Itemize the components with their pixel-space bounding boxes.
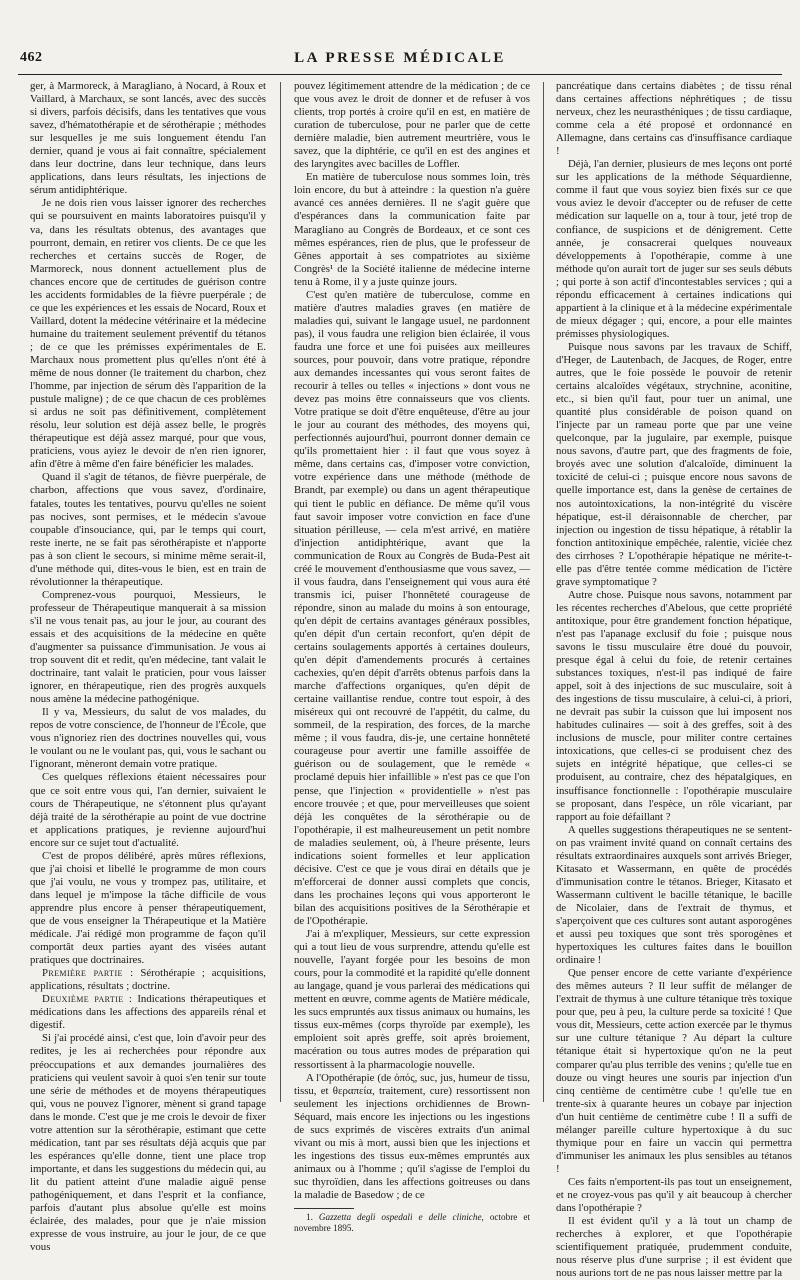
part-text: Sérothérapie ; acquisitions, applications, résultats ; doctrine. (30, 967, 266, 993)
paragraph: Si j'ai procédé ainsi, c'est que, loin d'avoir peur des redites, je les ai recherchées pour répondre aux préoccupations et aux demandes journalières des praticiens qui veulent savoir à quoi s'en tenir sur toute une série de méthodes et de moyens thérapeutiques qui, vous ne pouvez l'ignorer, mènent si grand tapage dans le monde. C'est que je me crois le devoir de fixer votre attention sur la sérothérapie, estimant que cette médication, tant par ses résultats déjà acquis que par les espérances qu'elle donne, tient une place trop importante, et dans les suggestions du médecin qui, au lit du patient atteint d'une maladie aiguë pense pathogéniquement, et dans l'esprit et la confiance, parfois d'autant plus absolue qu'elle est moins éclairée, des malades, pour que je n'aie mission expresse de vous instruire, au jour le jour, de ce que vous (30, 1032, 266, 1254)
paragraph: Il y va, Messieurs, du salut de vos malades, du repos de votre conscience, de l'honneur de l'École, que vous n'ignoriez rien des doctrines nouvelles qui, vous le voulant ou ne le voulant pas, qui, vous le sachant ou l'ignorant, mèneront demain votre pratique. (30, 706, 266, 771)
footnote (294, 1212, 530, 1234)
footnote-number: 1. (306, 1212, 319, 1223)
journal-title: LA PRESSE MÉDICALE (294, 50, 506, 66)
column-middle (294, 80, 531, 1234)
paragraph: En matière de tuberculose nous sommes loin, très loin encore, du but à atteindre : la question n'a guère avancé ces années dernières. Il ne s'agit guère que d'espérances dans la communication faite par Maragliano au Congrès de Bordeaux, et ce sont ces mêmes espérances, rien de plus, que le professeur de Gênes apportait à ses compatriotes au sixième Congrès¹ de la Société italienne de médecine interne tenu à Rome, il y a juste quinze jours. (294, 171, 530, 288)
part-label: Première partie : (42, 967, 134, 980)
program-part-2 (30, 993, 266, 1032)
paragraph: Comprenez-vous pourquoi, Messieurs, le professeur de Thérapeutique manquerait à sa mission s'il ne vous tenait pas, au jour le jour, au courant des essais et des acquisitions de la médecine en quête d'augmenter sa puissance d'immunisation. Je vous ai trop souvent dit et redit, qu'en médecine, tant valait le doctrinaire, tant valait le praticien, pour vous laisser ignorer, en thérapeutique, rien des progrès auxquels nous amène la médecine pathogénique. (30, 588, 266, 706)
column-divider (543, 82, 544, 1102)
paragraph: pancréatique dans certains diabètes ; de tissu rénal dans certaines affections néphrétiques ; de tissu nerveux, chez les neurasthéniques ; de tissu cardiaque, comme cela a été proposé et ordonnancé en Allemagne, dans certains cas d'insuffisance cardiaque ! (556, 80, 792, 158)
header-rule (18, 74, 782, 75)
paragraph: J'ai à m'expliquer, Messieurs, sur cette expression qui a tout lieu de vous surprendre, attendu qu'elle est nouvelle, l'ayant forgée pour les besoins de mon cours, pour la commodité et la rapidité qu'elle donnent au langage, quand je vous parlerai des médications qui mettent en œuvre, comme agents de Matière médicale, les sucs empruntés aux tissus animaux ou humains, les tissus eux-mêmes (corps thyroïde par exemple), les emploient soit après greffe, soit après broiement, macération ou tous autres modes de préparation qui ressortissent à la pharmacologie nouvelle. (294, 928, 531, 1071)
paragraph: Puisque nous savons par les travaux de Schiff, d'Heger, de Lautenbach, de Jacques, de Roger, entre autres, que le foie possède le pouvoir de retenir certains alcaloïdes végétaux, strychnine, aconitine, etc., si bien qu'il faut, pour tuer un animal, une quantité plus considérable de poison quand on l'injecte par un rameau porte que par une veine quelconque, par la jugulaire, par exemple, puisque nous savons, d'autre part, que des fragments de foie, broyés avec une solution d'alcaloïde, diminuent la toxicité de celui-ci ; puisque encore nous savons de quelle importance est, dans la genèse de certaines de nos autointoxications, la non-intégrité du viscère hépatique, est-il déraisonnable de chercher, par injection ou ingestion de tissu hépatique, à rétablir la fonction antitoxinique empêchée, ralentie, viciée chez des cirrhoses ? L'opothérapie hépatique ne mérite-t-elle pas d'être tentée comme médication de l'ictère grave symptomatique ? (556, 340, 792, 588)
part-text: Indications thérapeutiques et médications dans les affections des appareils rénal et digestif. (30, 993, 266, 1032)
page-number: 462 (20, 50, 43, 65)
paragraph: Quand il s'agit de tétanos, de fièvre puerpérale, de charbon, affections que vous savez, d'ordinaire, fatales, toutes les tentatives, pourvu qu'elles ne soient pas nocives, sont permises, et le médecin s'avoue coupable d'insouciance, qui, par le temps qui court, reste inerte, ne se fait pas sérothérapiste et n'apporte pas à son client le secours, si minime même serait-il, d'une méthode qui, dites-vous le bien, est en train de révolutionner la thérapeutique. (30, 471, 266, 588)
paragraph: Je ne dois rien vous laisser ignorer des recherches qui se poursuivent en maints laboratoires puisqu'il y va, dans les résultats obtenus, des avantages que pourront, demain, en retirer vos clients. De ce que les recherches et certains succès de Roger, de Marmoreck, nous donnent actuellement plus de chances encore que de certitudes de guérison contre les accidents formidables de la fièvre puerpérale ; de ce que les expériences et les essais de Nocard, Roux et Vaillard, dotent la médecine vétérinaire et la médecine humaine du traitement seulement préventif du tétanos ; de ce que les prémisses expérimentales de E. Marchaux nous promettent plus qu'elles n'ont été à même de nous donner (le traitement du charbon, chez l'homme, par injection de sérum dès l'apparition de la pustule maligne) ; de ce que chacun de ces problèmes si ardus ne soit pas définitivement, complètement résolu, leur solution est déjà assez belle, le progrès thérapeutique est déjà assez marqué, pour que vous, praticiens, vous ayiez le devoir de n'en rien ignorer, afin d'être à même d'en faire bénéficier les malades. (30, 197, 266, 471)
paragraph: Que penser encore de cette variante d'expérience des mêmes auteurs ? Il leur suffit de mélanger de l'extrait de thymus à une culture tétanique très toxique pour que, peu à peu, la culture perde sa toxicité ! Que vous dit, Messieurs, cette action exercée par le thymus sur une culture tétanique ? Au départ la culture tétanique était si hypertoxique qu'on ne la peut comparer qu'au plus terrible des venins ; qu'elle tue en douze ou vingt heures une souris par injection d'un cinq centième de centimètre cube ! qu'elle tue en trente-six à quarante heures un cobaye par injection d'un huit centième de centimètre cube ! Il a suffi de mélanger pareille culture hypertoxique à du suc thymique pour en faire un vaccin qui permettra d'immuniser les animaux les plus sensibles au tétanos ! (556, 967, 792, 1175)
paragraph: Il est évident qu'il y a là tout un champ de recherches à explorer, et que l'opothérapie scientifiquement pratiquée, prudemment conduite, nous réserve plus d'une surprise ; il est évident que nous aurions tort de ne pas nous laisser mettre par la (556, 1215, 792, 1280)
page-header (18, 50, 782, 72)
paragraph: C'est qu'en matière de tuberculose, comme en matière d'autres maladies graves (en matière de maladies qui, suivant le langage usuel, ne pardonnent pas), il vous faudra une religion bien éclairée, il vous faudra une force et une foi puisées aux meilleures sources, pour pouvoir, dans votre pratique, répondre aux demandes incessantes qui vous seront faites de recourir à telles ou telles « injections » dont vous ne devez pas moins être connaisseurs que vos clients. Votre pratique se doit d'être enquêteuse, d'être au jour le jour au courant des méthodes, des moyens qui, perfectionnés aujourd'hui, pourront donner demain ce qu'ils promettaient hier : il faut que vous soyez à même, dans certains cas, d'imposer votre conviction, votre expérience dans une méthode (méthode de Brandt, par exemple) ou dans un agent thérapeutique qui tient le public en défiance. De même qu'il vous faut savoir imposer votre conviction en face d'une situation périlleuse, — cela m'est arrivé, en matière d'injection antidiphtérique, avant que la communication de Roux au Congrès de Buda-Pest ait créé le mouvement d'enthousiasme que vous savez, — il vous faudra, dans l'enseignement qui vous aura été transmis ici, puiser l'honnêteté courageuse de répondre, sinon au malade du moins à son entourage, qu'en dépit de certains avantages généraux possibles, qu'en dépit d'un certain reconfort, qu'en dépit de certains soulagements apportés à certaines douleurs, qu'en dépit d'amendements procurés à certaines cachexies, qu'en dépit d'arrêts obtenus parfois dans la marche d'affections organiques, qu'en dépit de certaine vaillantise rendue, contre tout espoir, à des miséreux qui ont recouvré de l'appétit, du calme, du sommeil, de la respiration, des forces, de la marche même ; il vous faudra, dis-je, une certaine honnêteté courageuse pour avertir une famille assoiffée de guérison ou de soulagement, que le remède « proclamé depuis hier infaillible » n'est pas ce que l'on pense, que l'injection « providentielle » n'est pas encore trouvée ; et que, pour merveilleuses que soient déjà les conquêtes de la sérothérapie ou de l'opothérapie, il est malheureusement un petit nombre de maladies seulement, où, à l'heure présente, leurs indications soient formelles et leur application décisive. C'est ce que je vous dirai en détails que je m'efforcerai de donner aussi complets que concis, dans les prochaines leçons qui vous apporteront le bilan des acquisitions positives de la Sérothérapie et de l'Opothérapie. (294, 288, 530, 927)
footnote-date: octobre et novembre 1895. (294, 1212, 531, 1234)
paragraph: pouvez légitimement attendre de la médication ; de ce que vous avez le droit de donner et de refuser à vos clients, trop portés à croire qu'il en est, en matière de curation de tuberculose, pour ne parler que de cette dernière maladie, bien autrement meurtrière, vous le savez, que la diphtérie, ce qu'il en est des angines et des laryngites avec bacilles de Loffler. (294, 80, 530, 171)
paragraph: ger, à Marmoreck, à Maragliano, à Nocard, à Roux et Vaillard, à Marchaux, se sont lancés, avec des succès si divers, parfois décisifs, dans les tentatives que vous savez, d'hématothérapie et de sérothérapie ; méthodes sur lesquelles je me suis longuement étendu l'an dernier, quand je vous ai fait connaître, spécialement dans leur doctrine, dans leur technique, dans leurs applications, dans leurs résultats, les injections de sérum antidiphtérique. (30, 80, 266, 197)
part-label: Deuxième partie : (42, 993, 133, 1006)
footnote-source-title: Gazzetta degli ospedali e delle cliniche, (318, 1212, 484, 1223)
paragraph: Ces faits n'emportent-ils pas tout un enseignement, et ne croyez-vous pas qu'il y ait beaucoup à chercher dans l'opothérapie ? (556, 1175, 792, 1215)
paragraph: C'est de propos délibéré, après mûres réflexions, que j'ai choisi et libellé le programme de mon cours que j'ai voulu, ne vous y trompez pas, utilitaire, et dans lequel je m'impose la tâche difficile de vous apprendre plus encore à penser thérapeutiquement, que de vous enseigner la Thérapeutique et la Matière médicale. J'ai rédigé mon programme de façon qu'il comportât deux parties ayant des visées autant pratiques que doctrinaires. (30, 849, 266, 967)
program-part-1 (30, 967, 266, 993)
paragraph: A quelles suggestions thérapeutiques ne se sentent-on pas vraiment invité quand on connaît certains des résultats extraordinaires auxquels sont arrivés Brieger, Kitasato et Wassermann, en quête de procédés d'immunisation contre le tétanos. Brieger, Kitasato et Wassermann cultivent le bacille tétanique, le bacille de Nicolaier, dans de l'extrait de thymus, et s'aperçoivent que ces cultures sont autant asporogènes et aussi peu toxiques que sont très sporogènes et hypertoxiques les cultures faites dans le bouillon ordinaire ! (556, 823, 792, 967)
column-left (30, 80, 266, 1254)
column-divider (280, 82, 281, 1102)
column-right (556, 80, 792, 1280)
paragraph: Autre chose. Puisque nous savons, notamment par les récentes recherches d'Abelous, que cette propriété antitoxique, pour être grandement fonction hépatique, n'est pas l'apanage exclusif du foie ; puisque nous savons le tissu musculaire être doué du pouvoir, presque égal à celui du foie, de retenir certaines substances toxiques, n'est-il pas indiqué de faire appel, soit à des injections de suc musculaire, soit à des ingestions de tissu musculaire, à celui-ci, à priori, ne devrait pas subir la cuisson que lui imposent nos habitudes culinaires — soit à des greffes, soit à des inclusions de muscle, pour militer contre certaines intoxications, que celles-ci se produisent chez des sujets en intégrité hépatique, que celles-ci se produisent, au contraire, chez des hépatalgiques, en insuffisance fonctionnelle : l'opothérapie musculaire se proposant, dans l'espèce, un rôle vicariant, par rapport au foie défaillant ? (556, 588, 792, 823)
footnote-rule (294, 1208, 354, 1209)
paragraph: Déjà, l'an dernier, plusieurs de mes leçons ont porté sur les applications de la méthode Séquardienne, comme il faut que vous soyiez bien fixés sur ce que vous aviez le devoir d'accepter ou de refuser de cette médication sur laquelle on a, tour à tour, jeté trop de confiance, de suspicions et de dénigrement. Cette année, je consacrerai quelques nouveaux développements à l'opothérapie, comme à une méthode qu'on aurait tort de juger sur ses seuls débuts ; qui porte à son actif d'incontestables services ; qui a répondu efficacement à certaines indications qui appartient à la clinique et à la médecine expérimentale de mieux dégager ; qui, encore, a pour elle maintes prémisses physiologiques. (556, 158, 792, 340)
paragraph: Ces quelques réflexions étaient nécessaires pour que ce soit entre vous qui, l'an dernier, suivaient le cours de Thérapeutique, ne s'étonnent plus qu'ayant déjà traité de la sérothérapie au point de vue doctrine et applications pratiques, je revienne aujourd'hui encore sur ce sujet tout d'actualité. (30, 771, 266, 849)
paragraph: A l'Opothérapie (de ὀπός, suc, jus, humeur de tissu, tissu, et θεραπεία, traitement, cure) ressortissent non seulement les injections orchidiennes de Brown-Séquard, mais encore les injections ou les ingestions de sucs exprimés de viscères extraits d'un animal vivant ou mis à mort, aussi bien que les injections et les ingestions des tissus eux-mêmes empruntés aux animaux ou à l'homme ; qu'il s'agisse de l'emploi du suc thyroïdien, dans les affections goitreuses ou dans la maladie de Basedow ; de ce (294, 1071, 530, 1201)
